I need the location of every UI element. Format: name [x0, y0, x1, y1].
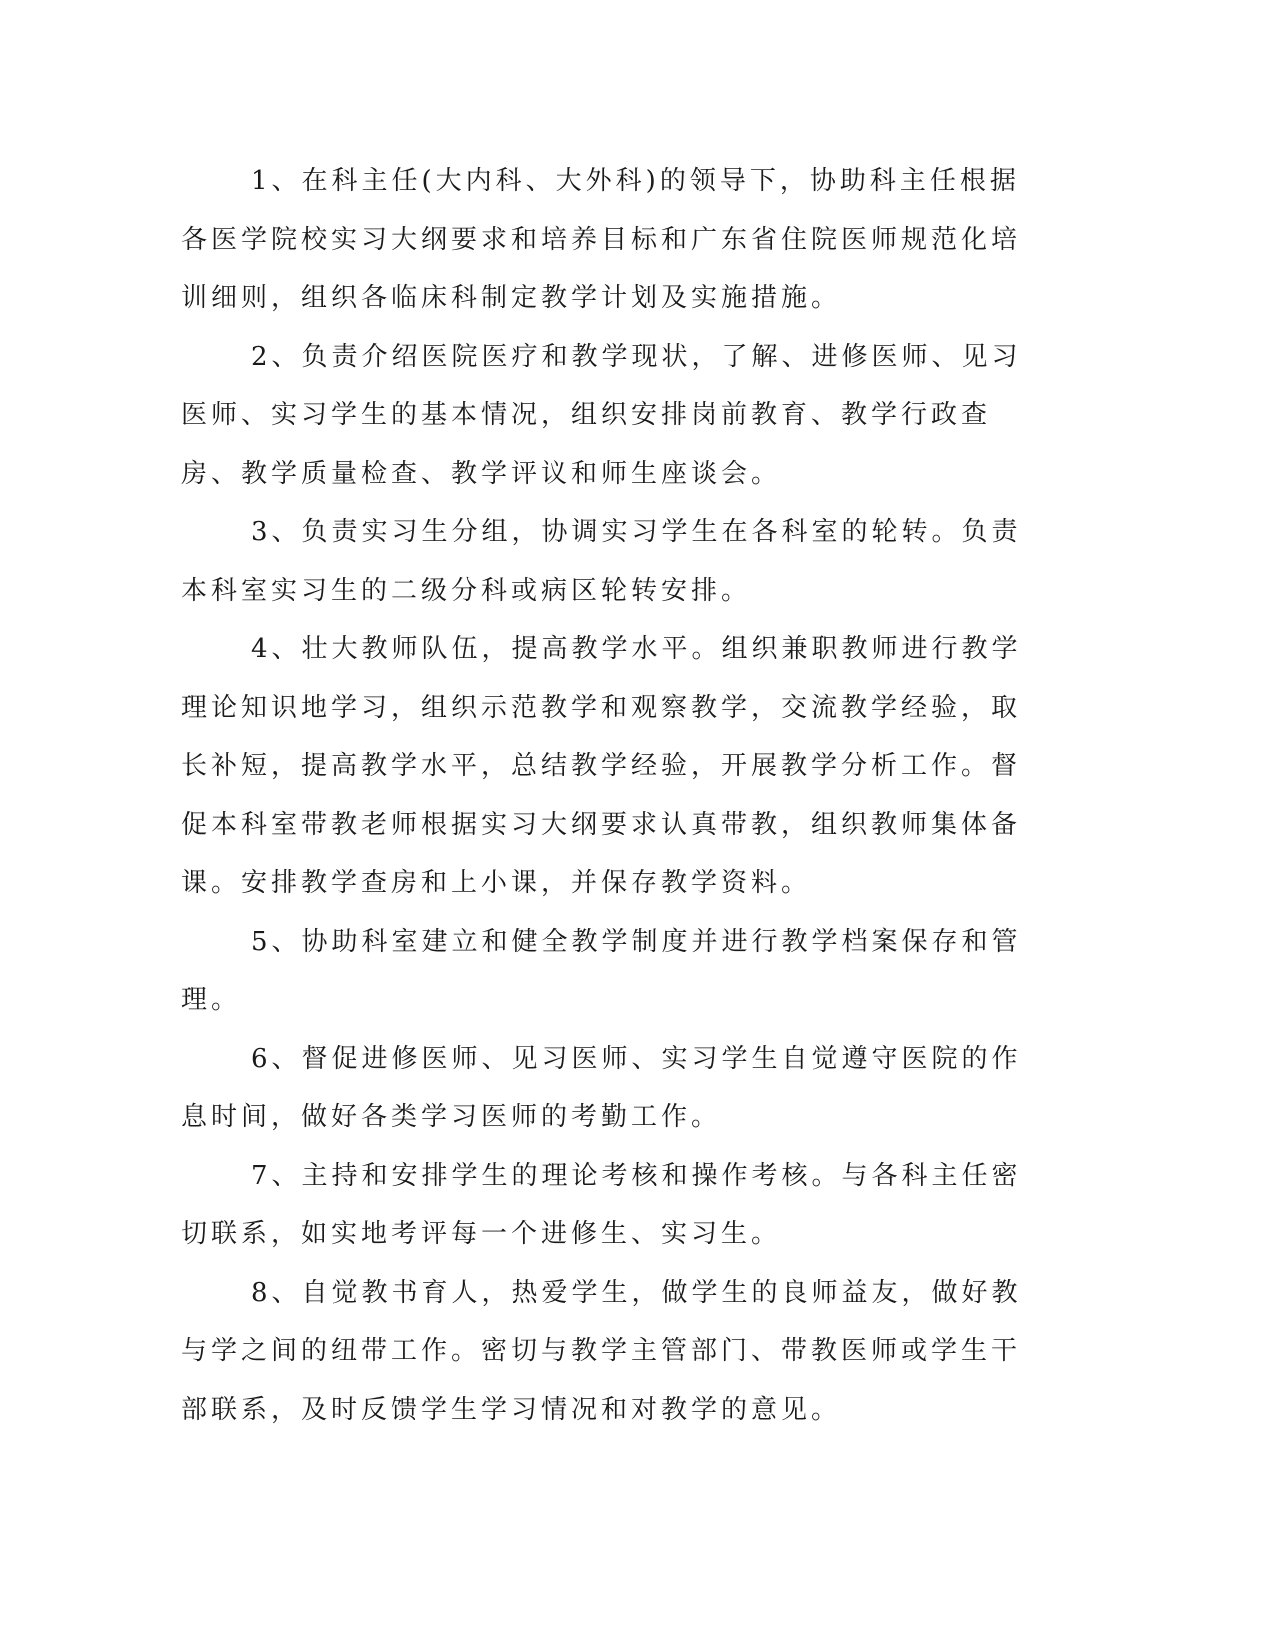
paragraph-1: 1、在科主任(大内科、大外科)的领导下，协助科主任根据各医学院校实习大纲要求和培养目标和广东省住院医师规范化培训细则，组织各临床科制定教学计划及实施措施。 — [181, 166, 1022, 313]
paragraph-8: 8、自觉教书育人，热爱学生，做学生的良师益友，做好教与学之间的纽带工作。密切与教学主管部门、带教医师或学生干部联系，及时反馈学生学习情况和对教学的意见。 — [181, 1277, 1022, 1425]
paragraph-4: 4、壮大教师队伍，提高教学水平。组织兼职教师进行教学理论知识地学习，组织示范教学和观察教学，交流教学经验，取长补短，提高教学水平，总结教学经验，开展教学分析工作。督促本科室带教老师根据实习大纲要求认真带教，组织教师集体备课。安排教学查房和上小课，并保存教学资料。 — [181, 634, 1022, 898]
paragraph-2: 2、负责介绍医院医疗和教学现状，了解、进修医师、见习医师、实习学生的基本情况，组织安排岗前教育、教学行政查房、教学质量检查、教学评议和师生座谈会。 — [181, 341, 1022, 489]
document-body — [181, 152, 1047, 1439]
paragraph-3: 3、负责实习生分组，协调实习学生在各科室的轮转。负责本科室实习生的二级分科或病区轮转安排。 — [181, 517, 1022, 606]
paragraph-6: 6、督促进修医师、见习医师、实习学生自觉遵守医院的作息时间，做好各类学习医师的考勤工作。 — [181, 1043, 1022, 1132]
paragraph-5: 5、协助科室建立和健全教学制度并进行教学档案保存和管理。 — [181, 926, 1022, 1015]
paragraph-7: 7、主持和安排学生的理论考核和操作考核。与各科主任密切联系，如实地考评每一个进修生、实习生。 — [181, 1160, 1022, 1249]
